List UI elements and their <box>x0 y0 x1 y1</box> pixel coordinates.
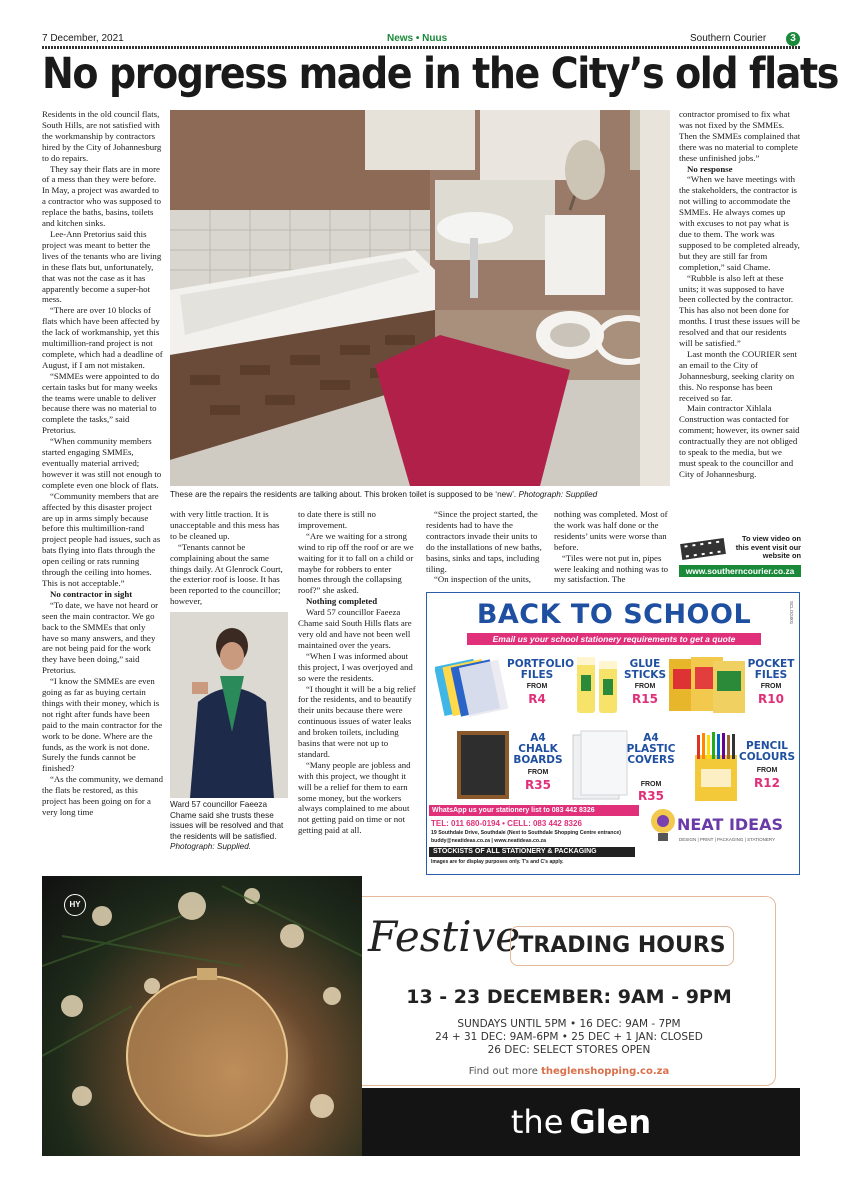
paragraph: with very little traction. It is unacceptable and this mess has to be cleaned up. <box>170 509 280 541</box>
paragraph: to date there is still no improvement. <box>298 509 376 530</box>
article-column-6 <box>679 109 801 480</box>
paragraph: “Community members that are affected by this disaster project are up in arms simply because before this multimillion-rand project people had issues, such as bats flying into flats through the open ceiling or rats running through the ceiling into homes. This is not acceptable.” <box>42 490 161 588</box>
contact-phone[interactable]: TEL: 011 680-0194 • CELL: 083 442 8326 <box>431 819 582 828</box>
trading-line: SUNDAYS UNTIL 5PM • 16 DEC: 9AM - 7PM <box>457 1018 681 1030</box>
paragraph: “To date, we have not heard or seen the main contractor. We go back to the SMMEs that only have so many answers, and they are not being paid for the work they have been doing,” said Pretorius. <box>42 599 159 676</box>
portrait-caption <box>170 800 288 853</box>
paragraph: “Rubble is also left at these units; it was supposed to have been collected by the contractor. This has also not been done for months. I trust these issues will be resolved and that our residents will be satisfied.” <box>679 272 800 349</box>
product-price: R4 <box>528 692 546 706</box>
page-number-badge <box>786 32 800 46</box>
chalk-board-icon <box>455 729 511 801</box>
paragraph: “Tiles were not put in, pipes were leaking and nothing was to my satisfaction. The <box>554 552 669 585</box>
subheading: No contractor in sight <box>50 588 133 599</box>
the-glen-logo <box>362 1102 800 1142</box>
back-to-school-ad[interactable] <box>426 592 800 875</box>
product-name: POCKET FILES <box>747 658 795 681</box>
article-column-3 <box>298 509 416 836</box>
ad-disclaimer: Images are for display purposes only. T’s and C’s apply. <box>431 859 564 865</box>
pencil-colours-icon <box>693 729 739 803</box>
issue-date: 7 December, 2021 <box>42 33 124 44</box>
contact-web[interactable]: buddy@neatideas.co.za | www.neatideas.co.za <box>431 838 546 844</box>
film-strip-icon <box>679 535 727 561</box>
find-out-more <box>362 1066 776 1077</box>
contact-address: 19 Southdale Drive, Southdale (Next to Southdale Shopping Centre entrance) <box>431 830 621 836</box>
paragraph: “Many people are jobless and with this project, we thought it will be a relief for them to earn some money, but the workers always complained to me about not getting paid on time or not getting paid at all. <box>298 759 411 836</box>
subheading: No response <box>687 163 733 174</box>
product-name: A4 CHALK BOARDS <box>513 732 563 766</box>
product-from: FROM <box>760 683 782 690</box>
festive-script: Festive <box>368 912 521 961</box>
website-link[interactable]: www.southerncourier.co.za <box>679 565 801 577</box>
product-name: A4 PLASTIC COVERS <box>626 732 676 766</box>
ad-title: BACK TO SCHOOL <box>476 599 752 630</box>
portrait-caption-credit: Photograph: Supplied. <box>170 842 252 851</box>
paragraph: “I thought it will be a big relief for the residents, and to beautify their units because there were continuous issues of water leaks and broken toilets, including basins that were not up to standard. <box>298 683 416 759</box>
article-column-4 <box>426 509 546 585</box>
page-number: 3 <box>790 33 796 44</box>
product-price: R15 <box>632 692 658 706</box>
paragraph: “Are we waiting for a strong wind to rip off the roof or are we waiting for it to fall on a child or maybe for robbers to enter homes through the collapsing roof?” she asked. <box>298 530 414 596</box>
find-out-more-text: Find out more <box>468 1066 538 1077</box>
product-price: R10 <box>758 692 784 706</box>
logo-the: the <box>510 1103 564 1141</box>
photo-caption-text: These are the repairs the residents are talking about. This broken toilet is supposed to be ‘new’. <box>170 490 517 499</box>
paragraph: “There are over 10 blocks of flats which have been affected by the lack of workmanship, yet this multimillion-rand project is not complete, which had a deadline of August, if I am not mistaken. <box>42 305 163 370</box>
product-price: R35 <box>525 778 551 792</box>
product-name: PORTFOLIO FILES <box>507 658 575 681</box>
product-from: FROM <box>756 767 778 774</box>
paragraph: They say their flats are in more of a mess than they were before. In May, a project was awarded to a contractor who was supposed to replace the baths, basins, toilets and kitchen sinks. <box>42 163 161 229</box>
trading-line: 26 DEC: SELECT STORES OPEN <box>487 1044 651 1056</box>
headline: No progress made in the City’s old flats <box>42 49 839 99</box>
bathroom-photo <box>170 110 670 486</box>
paragraph: “As the community, we demand the flats be restored, as this project has been going on for a very long time <box>42 774 164 817</box>
paragraph: “On inspection of the units, <box>434 574 531 585</box>
subheading: Nothing completed <box>306 596 378 607</box>
paragraph: “When I was informed about this project, I was overjoyed and so were the residents. <box>298 650 413 683</box>
neat-ideas-logo: NEAT IDEAS <box>677 815 784 834</box>
paragraph: “I know the SMMEs are even going as far as buying certain things with their money, which is not right after funds have been paid to the main contractor for the work to be done. Where are the funds, as the work is not done. Surely the funds cannot be finished? <box>42 676 163 774</box>
councillor-portrait <box>170 612 288 798</box>
hyprop-logo: HY <box>64 894 86 916</box>
neat-ideas-tagline: DESIGN | PRINT | PACKAGING | STATIONERY <box>679 837 776 842</box>
stockists-banner: STOCKISTS OF ALL STATIONERY & PACKAGING <box>429 847 635 857</box>
glue-sticks-icon <box>575 655 623 717</box>
product-price: R12 <box>754 776 780 790</box>
paragraph: nothing was completed. Most of the work was half done or the residents’ units were worse than before. <box>554 509 668 552</box>
glen-festive-ad[interactable] <box>42 876 800 1156</box>
portfolio-files-icon <box>435 651 515 721</box>
paragraph: “When community members started engaging SMMEs, eventually material arrived; however it was still not enough to complete even one block of flats. <box>42 436 162 490</box>
paragraph: Last month the COURIER sent an email to the City of Johannesburg, seeking clarity on this. No response has been received so far. <box>679 348 797 403</box>
ad-tagline: Email us your school stationery requirements to get a quote <box>467 633 761 645</box>
product-price: R35 <box>638 789 664 803</box>
lightbulb-icon <box>649 807 677 847</box>
product-from: FROM <box>634 683 656 690</box>
paragraph: Lee-Ann Pretorius said this project was meant to better the lives of the tenants who are living in these flats but, unfortunately, that was not the case as it has apparently become a super-hot mess. <box>42 228 162 305</box>
article-column-2 <box>170 509 288 607</box>
product-name: GLUE STICKS <box>623 658 667 681</box>
section-label: News • Nuus <box>387 33 448 44</box>
product-from: FROM <box>527 769 549 776</box>
whatsapp-line: WhatsApp us your stationery list to 083 442 8326 <box>429 805 639 816</box>
video-promo-text: To view video on this event visit our website on <box>735 534 801 561</box>
glen-brand-bar <box>362 1088 800 1156</box>
logo-glen: Glen <box>569 1103 652 1141</box>
product-name: PENCIL COLOURS <box>739 740 796 763</box>
trading-details <box>362 1018 776 1057</box>
trading-dates: 13 - 23 DECEMBER: 9AM - 9PM <box>406 986 732 1008</box>
photo-caption-credit: Photograph: Supplied <box>518 490 598 499</box>
councillor-illustration <box>170 612 288 798</box>
portrait-caption-text: Ward 57 councillor Faeeza Chame said she trusts these issues will be resolved and that the residents will be satisfied. <box>170 800 284 841</box>
paragraph: Main contractor Xihlala Construction was contacted for comment; however, its owner said contractually they are not obliged to speak to the media, but we must speak to the councillor and City of Johannesburg. <box>679 403 800 479</box>
ad-code: SCLOG001 <box>789 601 794 625</box>
paragraph: “SMMEs were appointed to do certain tasks but for many weeks the teams were unable to deliver because there was no material to complete the tasks,” said Pretorius. <box>42 370 160 436</box>
video-promo[interactable] <box>679 535 801 579</box>
photo-caption <box>170 490 670 501</box>
product-from: FROM <box>640 781 662 788</box>
paragraph: Ward 57 councillor Faeeza Chame said South Hills flats are very old and have not been well maintained over the years. <box>298 607 412 650</box>
ad-contact-area <box>427 805 800 875</box>
pocket-files-icon <box>667 655 749 717</box>
plastic-covers-icon <box>569 729 631 805</box>
bathroom-illustration <box>170 110 670 486</box>
trading-hours-title: TRADING HOURS <box>510 926 734 966</box>
bauble-illustration <box>42 876 362 1156</box>
trading-line: 24 + 31 DEC: 9AM-6PM • 25 DEC + 1 JAN: CLOSED <box>435 1031 703 1043</box>
christmas-bauble-image <box>42 876 362 1156</box>
paper-name: Southern Courier <box>690 33 767 44</box>
article-column-5 <box>554 509 670 585</box>
paragraph: contractor promised to fix what was not fixed by the SMMEs. Then the SMMEs complained that there was no material to complete these unfinished jobs.” <box>679 109 801 163</box>
paragraph: “Since the project started, the residents had to have the contractors invade their units to do the installations of new baths, basins, sinks and taps, including tiling. <box>426 509 542 574</box>
paragraph: “Tenants cannot be complaining about the same things daily. At Glenrock Court, the exterior roof is loose. It has been reported to the councillor; however, <box>170 541 283 607</box>
glen-website-link[interactable]: theglenshopping.co.za <box>541 1066 670 1077</box>
product-from: FROM <box>526 683 548 690</box>
article-column-1 <box>42 109 164 818</box>
paragraph: “When we have meetings with the stakeholders, the contractor is not willing to accommodate the SMMEs. He always comes up with excuses to not pay what is due to them. The work was supposed to be completed already, but they are still far from completion,” said Chame. <box>679 174 800 272</box>
paragraph: Residents in the old council flats, South Hills, are not satisfied with the workmanship by contractors hired by the City of Johannesburg to do repairs. <box>42 109 162 163</box>
